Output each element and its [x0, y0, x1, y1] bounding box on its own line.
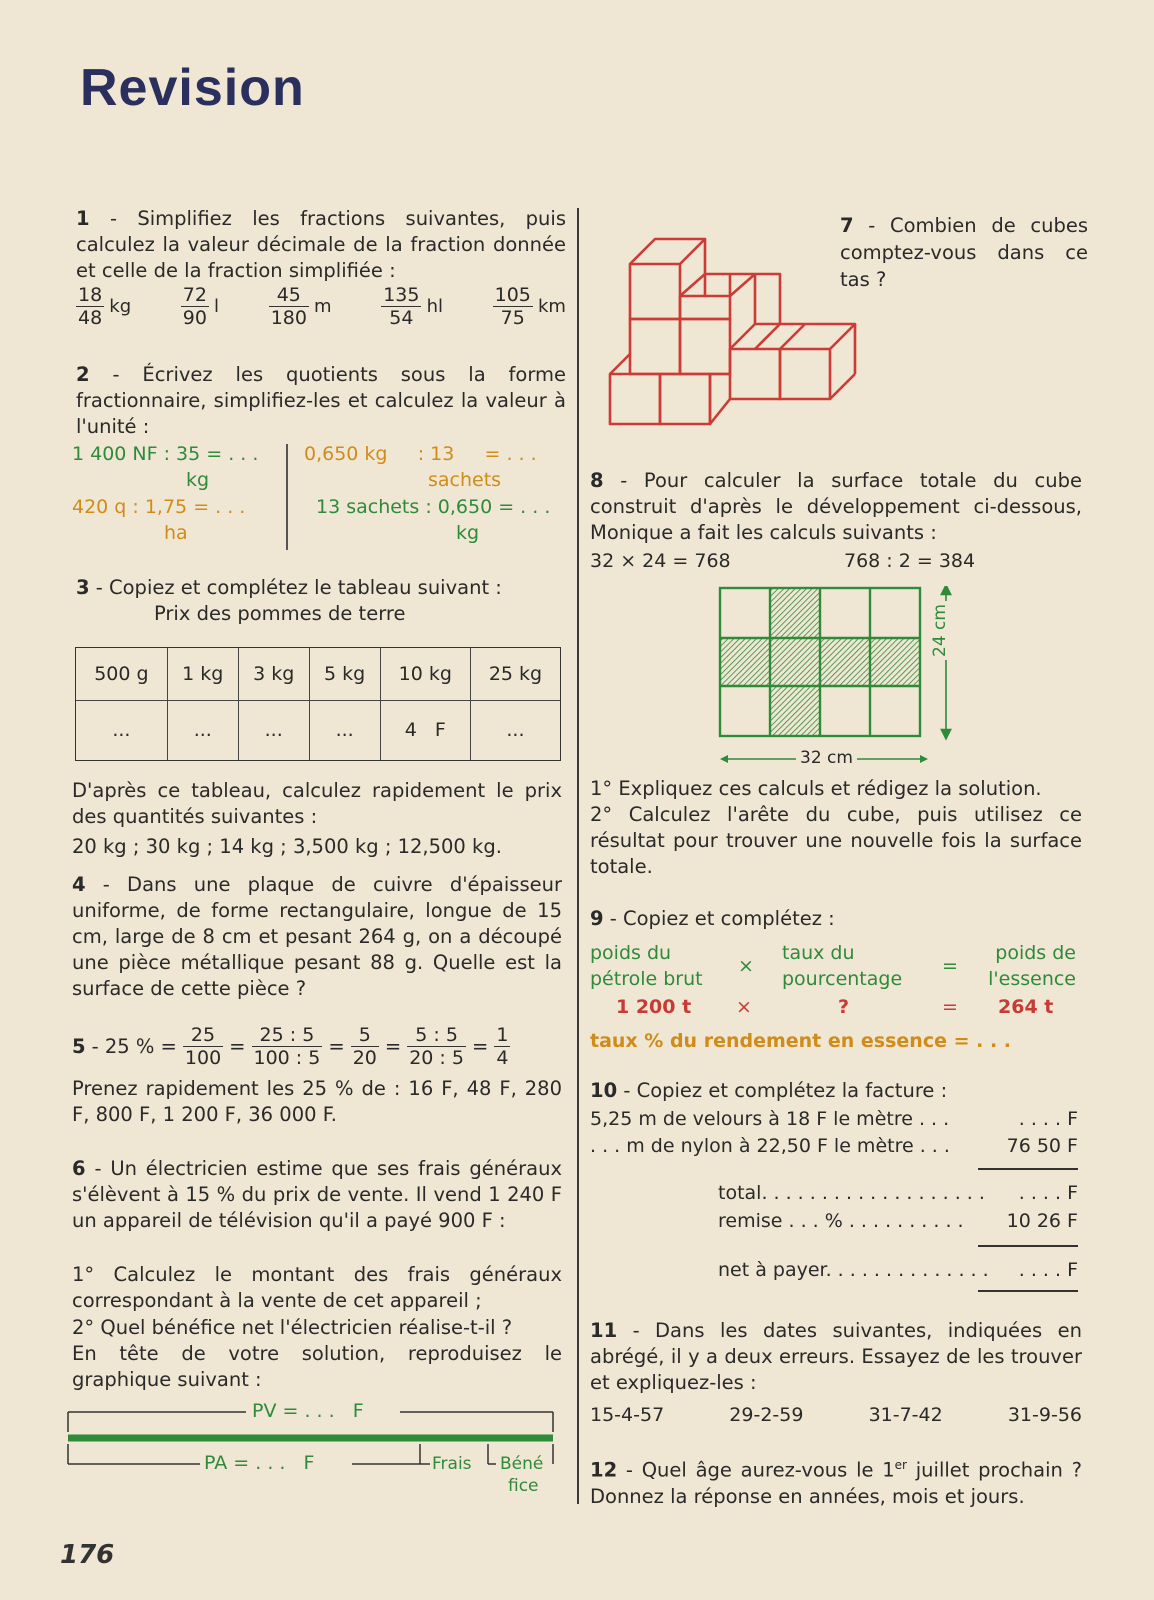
cube-net-diagram: [718, 586, 958, 762]
exercise-8-calc2: 768 : 2 = 384: [844, 550, 976, 572]
invoice-value-4: 10 26 F: [1006, 1210, 1078, 1232]
table-cell: ...: [506, 719, 525, 742]
exercise-5-equation: 5 - 25 % = $\frac{25}{100}$ = $\frac{25 : 5}{100 : 5}$ = $\frac{5}{20}$ = $\frac{5 : 5}{20 : 5}$ = $\frac{1}{4}$: [72, 1024, 509, 1069]
exercise-9-value2: ?: [838, 996, 850, 1018]
exercise-12-text: 12 - Quel âge aurez-vous le 1er juillet prochain ? Donnez la réponse en années, mois et jours.: [590, 1458, 1082, 1508]
exercise-11-text: 11 - Dans les dates suivantes, indiquées en abrégé, il y a deux erreurs. Essayez de les trouver et expliquez-les :: [590, 1319, 1082, 1394]
exercise-9-eq2: =: [942, 996, 958, 1018]
cube-net-height-label: 24 cm: [930, 601, 950, 660]
invoice-value-1: . . . . F: [1018, 1108, 1078, 1130]
table-cell: ...: [167, 700, 238, 760]
exercise-9-value1: 1 200 t: [616, 996, 692, 1018]
exercise-8-calc1: 32 × 24 = 768: [590, 550, 731, 572]
exercise-9-col1-a: poids du: [590, 942, 672, 964]
table-header: 1 kg: [167, 648, 238, 700]
exercise-3-after: D'après ce tableau, calculez rapidement le prix des quantités suivantes :: [72, 779, 562, 828]
exercise-9-times1: ×: [738, 955, 754, 977]
exercise-4-text: 4 - Dans une plaque de cuivre d'épaisseur uniforme, de forme rectangulaire, longue de 15 cm, large de 8 cm et pesant 264 g, on a découpé une pièce métallique pesant 88 g. Quelle est la surface de cette pièce ?: [72, 873, 562, 1000]
table-header: 3 kg: [238, 648, 309, 700]
exercise-9-col3-a: poids de: [995, 942, 1076, 964]
exercise-5-text: Prenez rapidement les 25 % de : 16 F, 48 F, 280 F, 800 F, 1 200 F, 36 000 F.: [72, 1077, 562, 1126]
exercise-10-text: 10 - Copiez et complétez la facture :: [590, 1079, 948, 1102]
exercise-2-separator: [286, 444, 288, 550]
table-cell: ...: [238, 700, 309, 760]
exercise-9-col3-b: l'essence: [988, 968, 1076, 990]
exercise-9-col1-b: pétrole brut: [590, 968, 703, 990]
graph-frais-label: Frais: [432, 1454, 472, 1474]
exercise-3-caption: Prix des pommes de terre: [154, 602, 406, 625]
invoice-line-1: 5,25 m de velours à 18 F le mètre . . .: [590, 1108, 950, 1130]
date-item: 31-9-56: [1007, 1404, 1082, 1426]
exercise-1-fractions: $\frac{18}{48}$ kg $\frac{72}{90}$ l $\frac{45}{180}$ m $\frac{135}{54}$ hl $\frac{105}{75}$ km: [78, 284, 566, 329]
exercise-2-left-line2: 420 q : 1,75 = . . .: [72, 496, 246, 518]
exercise-9-times2: ×: [736, 996, 752, 1018]
exercise-9-text: 9 - Copiez et complétez :: [590, 907, 835, 930]
invoice-line-2: . . . m de nylon à 22,50 F le mètre . . .: [590, 1135, 950, 1157]
graph-benefice-label-1: Béné: [500, 1454, 544, 1474]
exercise-2-right-unit1: sachets: [428, 469, 502, 491]
exercise-11-dates: [590, 1402, 1082, 1428]
exercise-2-left-line1: 1 400 NF : 35 = . . .: [72, 443, 259, 465]
exercise-2-right-line1: 0,650 kg : 13 = . . .: [304, 443, 537, 465]
exercise-2-left-unit2: ha: [164, 522, 188, 544]
exercise-6-text: 6 - Un électricien estime que ses frais généraux s'élèvent à 15 % du prix de vente. Il vend 1 240 F un appareil de télévision qu'il a payé 900 F :: [72, 1157, 562, 1232]
date-item: 31-7-42: [868, 1404, 943, 1426]
exercise-9-eq1: =: [942, 955, 958, 977]
page-title: Revision: [80, 59, 305, 117]
invoice-rule-2: [978, 1245, 1078, 1247]
exercise-9-yield-line: taux % du rendement en essence = . . .: [590, 1030, 1011, 1052]
exercise-6-q3: En tête de votre solution, reproduisez le graphique suivant :: [72, 1342, 562, 1391]
page-number: 176: [60, 1540, 115, 1570]
table-header: 500 g: [76, 648, 167, 700]
invoice-rule-1: [978, 1168, 1078, 1170]
exercise-6-q2: 2° Quel bénéfice net l'électricien réalise-t-il ?: [72, 1316, 513, 1339]
graph-pv-label: PV = . . . F: [252, 1400, 364, 1422]
exercise-8-q2: 2° Calculez l'arête du cube, puis utilisez ce résultat pour trouver une nouvelle fois la surface totale.: [590, 803, 1082, 878]
exercise-2-right-line2: 13 sachets : 0,650 = . . .: [316, 496, 551, 518]
exercise-7-text: 7 - Combien de cubes comptez-vous dans ce tas ?: [840, 214, 1088, 291]
graph-benefice-label-2: fice: [508, 1476, 539, 1496]
table-header: 25 kg: [470, 648, 560, 700]
table-header: 10 kg: [380, 648, 470, 700]
table-cell: 4 F: [380, 700, 470, 760]
invoice-value-3: . . . . F: [1018, 1182, 1078, 1204]
graph-pa-label: PA = . . . F: [204, 1452, 315, 1474]
exercise-2-right-unit2: kg: [456, 522, 480, 544]
exercise-1-text: 1 - Simplifiez les fractions suivantes, puis calculez la valeur décimale de la fraction donnée et celle de la fraction simplifiée :: [76, 207, 566, 282]
table-cell: ...: [309, 700, 380, 760]
price-table: [75, 647, 561, 761]
invoice-value-2: 76 50 F: [1006, 1135, 1078, 1157]
date-item: 15-4-57: [590, 1404, 665, 1426]
exercise-6-q1: 1° Calculez le montant des frais généraux correspondant à la vente de cet appareil ;: [72, 1263, 562, 1312]
exercise-8-text: 8 - Pour calculer la surface totale du cube construit d'après le développement ci-dessous, Monique a fait les calculs suivants :: [590, 469, 1082, 544]
exercise-3-text: 3 - Copiez et complétez le tableau suivant :: [76, 576, 502, 599]
table-cell: ...: [76, 700, 167, 760]
exercise-2-text: 2 - Écrivez les quotients sous la forme fractionnaire, simplifiez-les et calculez la valeur à l'unité :: [76, 363, 566, 438]
invoice-line-4: remise . . . % . . . . . . . . . .: [718, 1210, 964, 1232]
exercise-3-list: 20 kg ; 30 kg ; 14 kg ; 3,500 kg ; 12,500 kg.: [72, 835, 502, 858]
invoice-line-3: total. . . . . . . . . . . . . . . . . . .: [718, 1182, 985, 1204]
table-header: 5 kg: [309, 648, 380, 700]
exercise-9-col2-b: pourcentage: [782, 968, 903, 990]
invoice-value-5: . . . . F: [1018, 1259, 1078, 1281]
exercise-8-q1: 1° Expliquez ces calculs et rédigez la solution.: [590, 777, 1042, 800]
invoice-line-5: net à payer. . . . . . . . . . . . . .: [718, 1259, 989, 1281]
exercise-9-col2-a: taux du: [782, 942, 855, 964]
cube-stack-diagram: [605, 224, 865, 434]
invoice-rule-3: [978, 1290, 1078, 1292]
exercise-9-value3: 264 t: [998, 996, 1054, 1018]
date-item: 29-2-59: [729, 1404, 804, 1426]
exercise-2-left-unit1: kg: [186, 469, 210, 491]
cube-net-width-label: 32 cm: [796, 748, 857, 768]
column-divider: [577, 208, 579, 1504]
